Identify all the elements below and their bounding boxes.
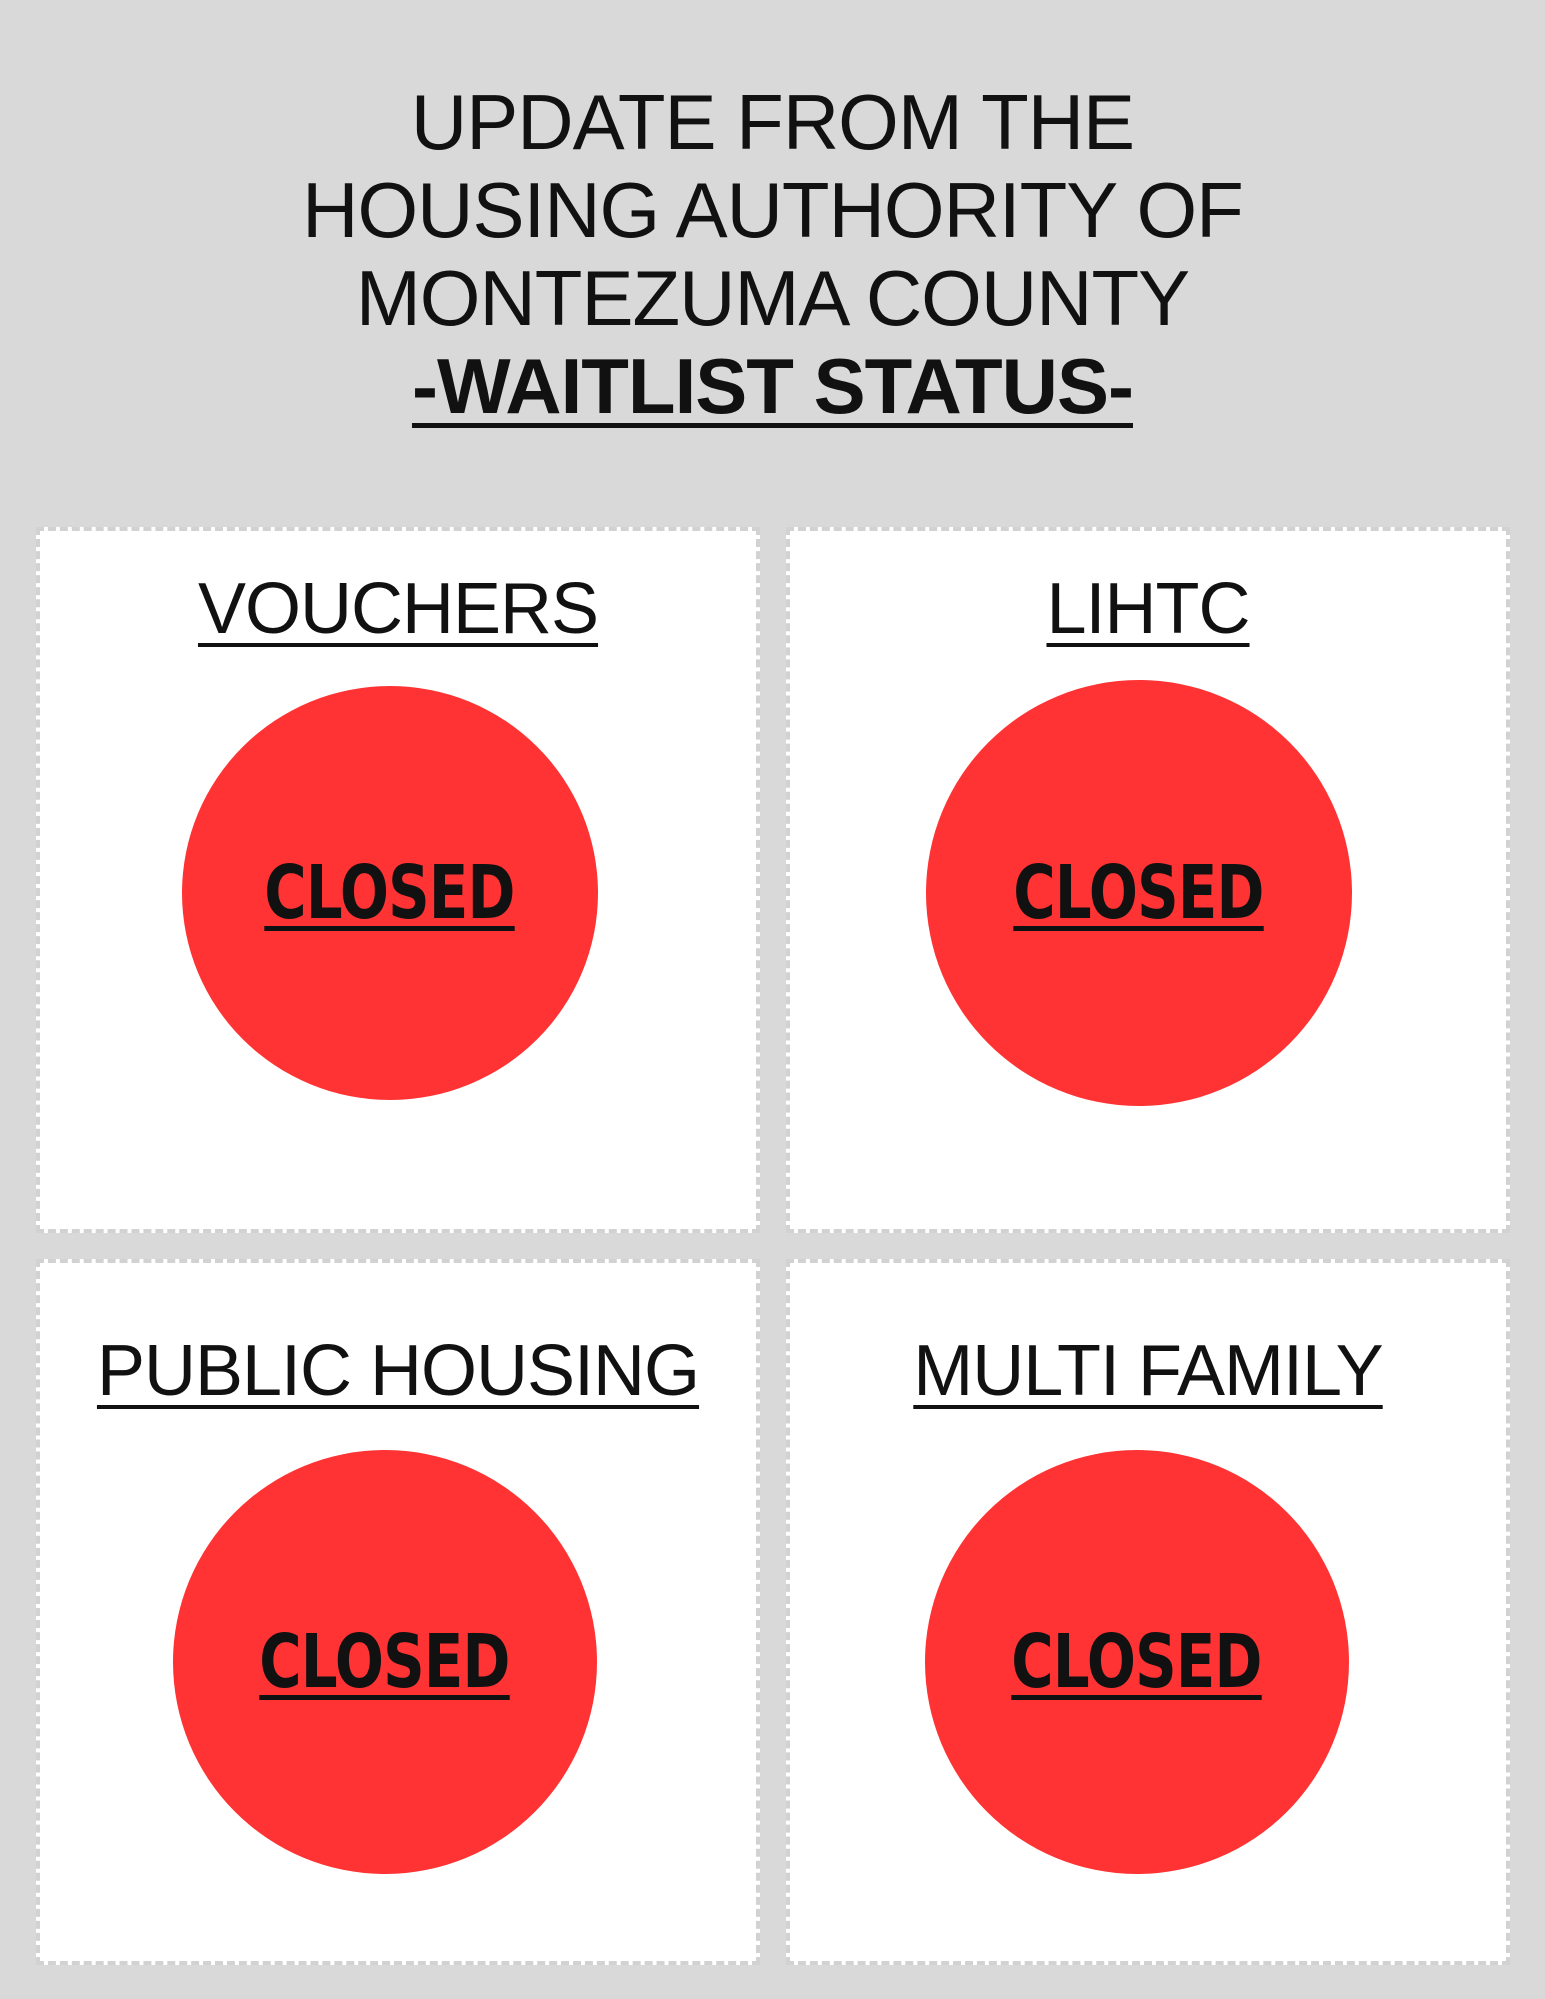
page-header bbox=[0, 78, 1545, 430]
header-line-1: UPDATE FROM THE bbox=[410, 78, 1135, 166]
header-line-2: HOUSING AUTHORITY OF bbox=[302, 166, 1243, 254]
status-label: CLOSED bbox=[1013, 850, 1265, 936]
card-title-label: VOUCHERS bbox=[197, 569, 599, 649]
status-label: CLOSED bbox=[259, 1619, 511, 1705]
waitlist-card-vouchers bbox=[36, 527, 760, 1233]
waitlist-card-multi-family bbox=[786, 1259, 1510, 1965]
waitlist-card-lihtc bbox=[786, 527, 1510, 1233]
card-title-label: MULTI FAMILY bbox=[913, 1331, 1383, 1411]
status-circle bbox=[926, 680, 1352, 1106]
header-line-3: MONTEZUMA COUNTY bbox=[355, 254, 1190, 342]
status-circle bbox=[182, 686, 598, 1100]
card-title-label: LIHTC bbox=[1046, 569, 1250, 649]
waitlist-card-public-housing bbox=[36, 1259, 760, 1965]
card-title bbox=[790, 1331, 1506, 1411]
card-title bbox=[40, 569, 756, 649]
status-label: CLOSED bbox=[1011, 1619, 1263, 1705]
status-label: CLOSED bbox=[264, 850, 516, 936]
card-title-label: PUBLIC HOUSING bbox=[96, 1331, 700, 1411]
status-circle bbox=[925, 1450, 1349, 1874]
card-title bbox=[40, 1331, 756, 1411]
header-subtitle: -WAITLIST STATUS- bbox=[412, 342, 1133, 430]
card-title bbox=[790, 569, 1506, 649]
status-circle bbox=[173, 1450, 597, 1874]
